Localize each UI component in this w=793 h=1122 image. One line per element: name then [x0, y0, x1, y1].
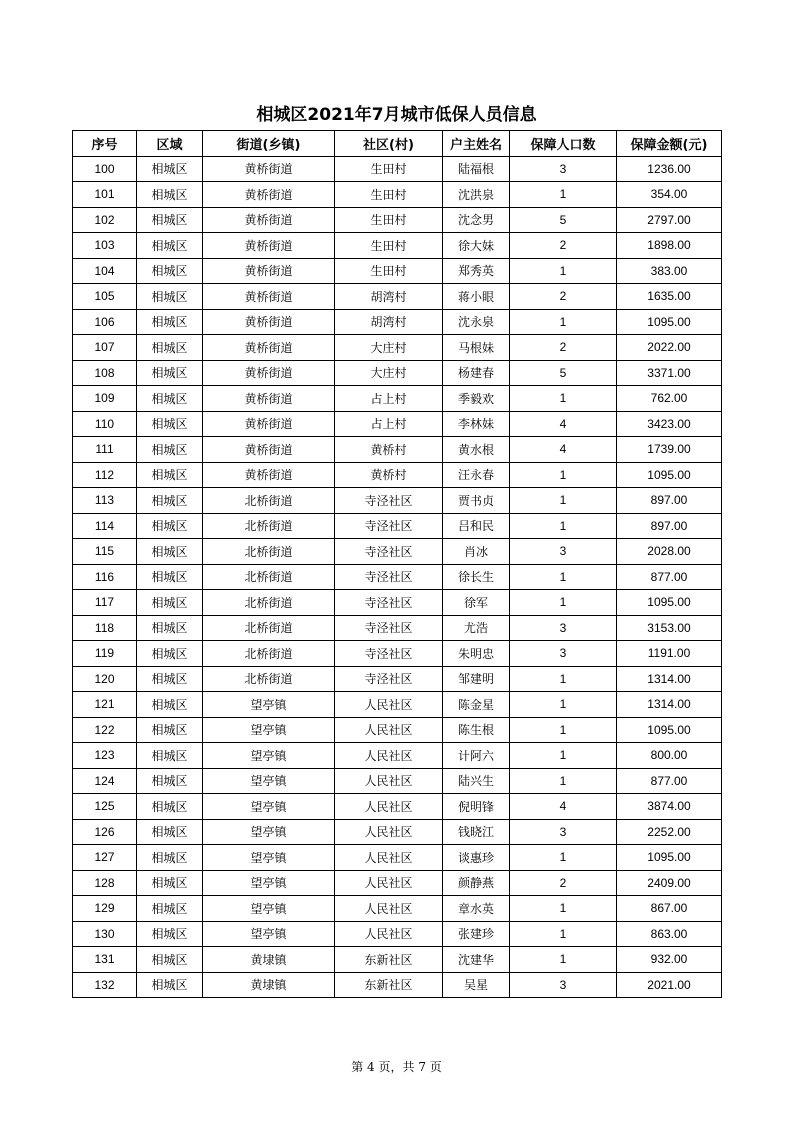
- cell-people-count: 1: [510, 309, 617, 335]
- cell-community: 黄桥村: [335, 437, 443, 463]
- cell-community: 生田村: [335, 258, 443, 284]
- cell-amount: 1095.00: [617, 590, 722, 616]
- cell-amount: 2022.00: [617, 335, 722, 361]
- cell-region: 相城区: [137, 794, 203, 820]
- cell-people-count: 3: [510, 156, 617, 182]
- cell-index: 118: [73, 615, 137, 641]
- cell-community: 大庄村: [335, 360, 443, 386]
- cell-street: 黄桥街道: [203, 462, 335, 488]
- table-row: [73, 896, 722, 922]
- cell-people-count: 1: [510, 921, 617, 947]
- cell-community: 人民社区: [335, 921, 443, 947]
- cell-community: 人民社区: [335, 845, 443, 871]
- column-header-people-count: 保障人口数: [510, 131, 617, 157]
- cell-community: 人民社区: [335, 870, 443, 896]
- cell-region: 相城区: [137, 411, 203, 437]
- cell-index: 113: [73, 488, 137, 514]
- cell-index: 130: [73, 921, 137, 947]
- cell-householder: 徐军: [443, 590, 510, 616]
- cell-region: 相城区: [137, 258, 203, 284]
- cell-householder: 尤浩: [443, 615, 510, 641]
- cell-householder: 陈生根: [443, 717, 510, 743]
- cell-amount: 1095.00: [617, 717, 722, 743]
- cell-amount: 1191.00: [617, 641, 722, 667]
- cell-householder: 倪明锋: [443, 794, 510, 820]
- cell-street: 望亭镇: [203, 794, 335, 820]
- column-header-amount: 保障金额(元): [617, 131, 722, 157]
- table-row: [73, 539, 722, 565]
- cell-index: 107: [73, 335, 137, 361]
- cell-street: 望亭镇: [203, 692, 335, 718]
- cell-amount: 867.00: [617, 896, 722, 922]
- cell-people-count: 1: [510, 666, 617, 692]
- cell-street: 北桥街道: [203, 564, 335, 590]
- cell-region: 相城区: [137, 692, 203, 718]
- cell-people-count: 1: [510, 513, 617, 539]
- cell-amount: 863.00: [617, 921, 722, 947]
- cell-street: 望亭镇: [203, 768, 335, 794]
- cell-people-count: 1: [510, 488, 617, 514]
- cell-region: 相城区: [137, 768, 203, 794]
- cell-index: 104: [73, 258, 137, 284]
- cell-people-count: 1: [510, 717, 617, 743]
- cell-index: 116: [73, 564, 137, 590]
- cell-householder: 沈念男: [443, 207, 510, 233]
- table-row: [73, 386, 722, 412]
- cell-street: 北桥街道: [203, 488, 335, 514]
- cell-householder: 肖冰: [443, 539, 510, 565]
- cell-people-count: 1: [510, 947, 617, 973]
- cell-community: 东新社区: [335, 947, 443, 973]
- cell-householder: 陈金星: [443, 692, 510, 718]
- cell-householder: 徐长生: [443, 564, 510, 590]
- cell-index: 119: [73, 641, 137, 667]
- cell-region: 相城区: [137, 641, 203, 667]
- cell-street: 黄桥街道: [203, 258, 335, 284]
- table-row: [73, 743, 722, 769]
- cell-index: 122: [73, 717, 137, 743]
- cell-index: 106: [73, 309, 137, 335]
- cell-street: 望亭镇: [203, 921, 335, 947]
- cell-community: 占上村: [335, 386, 443, 412]
- cell-region: 相城区: [137, 921, 203, 947]
- cell-region: 相城区: [137, 717, 203, 743]
- cell-amount: 2021.00: [617, 972, 722, 998]
- cell-street: 望亭镇: [203, 743, 335, 769]
- cell-street: 黄桥街道: [203, 182, 335, 208]
- cell-householder: 吕和民: [443, 513, 510, 539]
- cell-index: 105: [73, 284, 137, 310]
- table-header-row: [73, 131, 722, 157]
- cell-people-count: 5: [510, 360, 617, 386]
- cell-amount: 1095.00: [617, 845, 722, 871]
- cell-street: 黄埭镇: [203, 947, 335, 973]
- cell-region: 相城区: [137, 666, 203, 692]
- cell-region: 相城区: [137, 284, 203, 310]
- cell-community: 生田村: [335, 233, 443, 259]
- cell-amount: 1739.00: [617, 437, 722, 463]
- cell-street: 北桥街道: [203, 539, 335, 565]
- cell-street: 黄桥街道: [203, 207, 335, 233]
- cell-region: 相城区: [137, 870, 203, 896]
- cell-householder: 颜静燕: [443, 870, 510, 896]
- cell-index: 112: [73, 462, 137, 488]
- cell-householder: 季毅欢: [443, 386, 510, 412]
- recipients-table: [72, 130, 722, 998]
- cell-householder: 贾书贞: [443, 488, 510, 514]
- cell-street: 黄桥街道: [203, 284, 335, 310]
- cell-region: 相城区: [137, 437, 203, 463]
- cell-people-count: 2: [510, 335, 617, 361]
- table-row: [73, 411, 722, 437]
- cell-people-count: 2: [510, 284, 617, 310]
- cell-amount: 800.00: [617, 743, 722, 769]
- table-row: [73, 564, 722, 590]
- table-row: [73, 947, 722, 973]
- cell-index: 103: [73, 233, 137, 259]
- cell-amount: 762.00: [617, 386, 722, 412]
- page-title: 相城区2021年7月城市低保人员信息: [256, 105, 537, 125]
- cell-index: 132: [73, 972, 137, 998]
- table-row: [73, 692, 722, 718]
- cell-index: 115: [73, 539, 137, 565]
- cell-householder: 沈建华: [443, 947, 510, 973]
- cell-amount: 2252.00: [617, 819, 722, 845]
- cell-index: 121: [73, 692, 137, 718]
- cell-community: 东新社区: [335, 972, 443, 998]
- table-row: [73, 870, 722, 896]
- cell-index: 102: [73, 207, 137, 233]
- table-row: [73, 641, 722, 667]
- cell-street: 黄桥街道: [203, 360, 335, 386]
- cell-householder: 马根妹: [443, 335, 510, 361]
- cell-region: 相城区: [137, 564, 203, 590]
- cell-region: 相城区: [137, 819, 203, 845]
- cell-community: 寺泾社区: [335, 590, 443, 616]
- cell-index: 128: [73, 870, 137, 896]
- cell-region: 相城区: [137, 386, 203, 412]
- table-row: [73, 615, 722, 641]
- cell-householder: 陆兴生: [443, 768, 510, 794]
- cell-street: 北桥街道: [203, 590, 335, 616]
- cell-index: 114: [73, 513, 137, 539]
- cell-amount: 1095.00: [617, 462, 722, 488]
- cell-people-count: 1: [510, 896, 617, 922]
- cell-community: 胡湾村: [335, 309, 443, 335]
- cell-street: 望亭镇: [203, 717, 335, 743]
- cell-region: 相城区: [137, 462, 203, 488]
- cell-people-count: 5: [510, 207, 617, 233]
- cell-people-count: 3: [510, 819, 617, 845]
- cell-street: 黄桥街道: [203, 411, 335, 437]
- cell-index: 127: [73, 845, 137, 871]
- table-row: [73, 590, 722, 616]
- cell-index: 108: [73, 360, 137, 386]
- cell-street: 望亭镇: [203, 896, 335, 922]
- cell-amount: 1095.00: [617, 309, 722, 335]
- table-row: [73, 717, 722, 743]
- table-row: [73, 845, 722, 871]
- cell-amount: 3371.00: [617, 360, 722, 386]
- cell-index: 123: [73, 743, 137, 769]
- cell-householder: 邹建明: [443, 666, 510, 692]
- cell-householder: 吴星: [443, 972, 510, 998]
- cell-street: 北桥街道: [203, 513, 335, 539]
- cell-community: 人民社区: [335, 692, 443, 718]
- table-row: [73, 182, 722, 208]
- table-row: [73, 972, 722, 998]
- cell-householder: 汪永春: [443, 462, 510, 488]
- cell-region: 相城区: [137, 182, 203, 208]
- cell-index: 124: [73, 768, 137, 794]
- cell-community: 寺泾社区: [335, 488, 443, 514]
- cell-street: 黄埭镇: [203, 972, 335, 998]
- cell-community: 生田村: [335, 156, 443, 182]
- cell-region: 相城区: [137, 309, 203, 335]
- cell-street: 黄桥街道: [203, 309, 335, 335]
- table-row: [73, 156, 722, 182]
- cell-community: 寺泾社区: [335, 539, 443, 565]
- cell-householder: 章水英: [443, 896, 510, 922]
- cell-community: 寺泾社区: [335, 513, 443, 539]
- cell-region: 相城区: [137, 207, 203, 233]
- cell-householder: 杨建春: [443, 360, 510, 386]
- cell-region: 相城区: [137, 539, 203, 565]
- cell-people-count: 3: [510, 972, 617, 998]
- table-row: [73, 488, 722, 514]
- table-row: [73, 284, 722, 310]
- table-row: [73, 819, 722, 845]
- cell-amount: 3874.00: [617, 794, 722, 820]
- cell-people-count: 1: [510, 845, 617, 871]
- cell-householder: 谈惠珍: [443, 845, 510, 871]
- cell-householder: 钱晓江: [443, 819, 510, 845]
- cell-index: 117: [73, 590, 137, 616]
- cell-amount: 1898.00: [617, 233, 722, 259]
- cell-community: 黄桥村: [335, 462, 443, 488]
- cell-street: 望亭镇: [203, 870, 335, 896]
- cell-amount: 2797.00: [617, 207, 722, 233]
- cell-community: 人民社区: [335, 794, 443, 820]
- cell-region: 相城区: [137, 845, 203, 871]
- cell-community: 人民社区: [335, 717, 443, 743]
- column-header-index: 序号: [73, 131, 137, 157]
- table-row: [73, 335, 722, 361]
- cell-region: 相城区: [137, 513, 203, 539]
- cell-region: 相城区: [137, 896, 203, 922]
- cell-street: 北桥街道: [203, 641, 335, 667]
- cell-community: 大庄村: [335, 335, 443, 361]
- cell-amount: 877.00: [617, 564, 722, 590]
- cell-index: 129: [73, 896, 137, 922]
- column-header-community: 社区(村): [335, 131, 443, 157]
- table-row: [73, 360, 722, 386]
- table-row: [73, 768, 722, 794]
- cell-householder: 徐大妹: [443, 233, 510, 259]
- cell-householder: 陆福根: [443, 156, 510, 182]
- cell-street: 黄桥街道: [203, 335, 335, 361]
- cell-householder: 朱明忠: [443, 641, 510, 667]
- cell-amount: 1635.00: [617, 284, 722, 310]
- cell-amount: 383.00: [617, 258, 722, 284]
- cell-householder: 黄水根: [443, 437, 510, 463]
- cell-community: 人民社区: [335, 768, 443, 794]
- cell-householder: 蒋小眼: [443, 284, 510, 310]
- cell-amount: 3153.00: [617, 615, 722, 641]
- cell-people-count: 4: [510, 411, 617, 437]
- table-row: [73, 207, 722, 233]
- cell-community: 寺泾社区: [335, 641, 443, 667]
- column-header-street: 街道(乡镇): [203, 131, 335, 157]
- cell-index: 109: [73, 386, 137, 412]
- table-row: [73, 666, 722, 692]
- table-row: [73, 921, 722, 947]
- cell-region: 相城区: [137, 335, 203, 361]
- cell-street: 北桥街道: [203, 615, 335, 641]
- table-row: [73, 513, 722, 539]
- cell-amount: 897.00: [617, 488, 722, 514]
- cell-street: 黄桥街道: [203, 233, 335, 259]
- table-row: [73, 258, 722, 284]
- cell-community: 寺泾社区: [335, 615, 443, 641]
- table-row: [73, 794, 722, 820]
- cell-community: 生田村: [335, 207, 443, 233]
- cell-region: 相城区: [137, 233, 203, 259]
- cell-region: 相城区: [137, 972, 203, 998]
- table-row: [73, 462, 722, 488]
- cell-amount: 2409.00: [617, 870, 722, 896]
- cell-amount: 2028.00: [617, 539, 722, 565]
- cell-people-count: 1: [510, 768, 617, 794]
- cell-people-count: 1: [510, 692, 617, 718]
- cell-street: 黄桥街道: [203, 386, 335, 412]
- cell-index: 101: [73, 182, 137, 208]
- cell-community: 人民社区: [335, 819, 443, 845]
- cell-householder: 沈永泉: [443, 309, 510, 335]
- cell-community: 生田村: [335, 182, 443, 208]
- cell-region: 相城区: [137, 743, 203, 769]
- cell-people-count: 1: [510, 564, 617, 590]
- cell-region: 相城区: [137, 360, 203, 386]
- cell-people-count: 2: [510, 233, 617, 259]
- column-header-region: 区域: [137, 131, 203, 157]
- table-row: [73, 233, 722, 259]
- cell-community: 寺泾社区: [335, 564, 443, 590]
- cell-index: 131: [73, 947, 137, 973]
- cell-index: 126: [73, 819, 137, 845]
- cell-householder: 张建珍: [443, 921, 510, 947]
- cell-people-count: 1: [510, 182, 617, 208]
- cell-region: 相城区: [137, 156, 203, 182]
- column-header-householder: 户主姓名: [443, 131, 510, 157]
- cell-amount: 1314.00: [617, 692, 722, 718]
- cell-people-count: 1: [510, 258, 617, 284]
- cell-amount: 3423.00: [617, 411, 722, 437]
- cell-amount: 1236.00: [617, 156, 722, 182]
- cell-amount: 354.00: [617, 182, 722, 208]
- cell-amount: 932.00: [617, 947, 722, 973]
- cell-householder: 李林妹: [443, 411, 510, 437]
- cell-region: 相城区: [137, 947, 203, 973]
- cell-householder: 沈洪泉: [443, 182, 510, 208]
- cell-community: 占上村: [335, 411, 443, 437]
- cell-index: 125: [73, 794, 137, 820]
- cell-people-count: 1: [510, 590, 617, 616]
- table-row: [73, 437, 722, 463]
- cell-region: 相城区: [137, 590, 203, 616]
- cell-householder: 郑秀英: [443, 258, 510, 284]
- table-row: [73, 309, 722, 335]
- cell-community: 人民社区: [335, 896, 443, 922]
- cell-people-count: 1: [510, 462, 617, 488]
- cell-people-count: 4: [510, 437, 617, 463]
- cell-region: 相城区: [137, 615, 203, 641]
- cell-street: 黄桥街道: [203, 156, 335, 182]
- cell-people-count: 4: [510, 794, 617, 820]
- cell-amount: 1314.00: [617, 666, 722, 692]
- page-footer: 第 4 页，共 7 页: [351, 1060, 442, 1074]
- cell-community: 人民社区: [335, 743, 443, 769]
- cell-region: 相城区: [137, 488, 203, 514]
- cell-people-count: 3: [510, 539, 617, 565]
- cell-street: 望亭镇: [203, 845, 335, 871]
- cell-people-count: 2: [510, 870, 617, 896]
- cell-amount: 877.00: [617, 768, 722, 794]
- cell-people-count: 1: [510, 743, 617, 769]
- cell-street: 黄桥街道: [203, 437, 335, 463]
- cell-index: 110: [73, 411, 137, 437]
- cell-index: 111: [73, 437, 137, 463]
- cell-householder: 计阿六: [443, 743, 510, 769]
- cell-people-count: 3: [510, 615, 617, 641]
- cell-street: 北桥街道: [203, 666, 335, 692]
- cell-street: 望亭镇: [203, 819, 335, 845]
- cell-people-count: 1: [510, 386, 617, 412]
- cell-community: 胡湾村: [335, 284, 443, 310]
- cell-index: 100: [73, 156, 137, 182]
- cell-amount: 897.00: [617, 513, 722, 539]
- cell-index: 120: [73, 666, 137, 692]
- cell-people-count: 3: [510, 641, 617, 667]
- cell-community: 寺泾社区: [335, 666, 443, 692]
